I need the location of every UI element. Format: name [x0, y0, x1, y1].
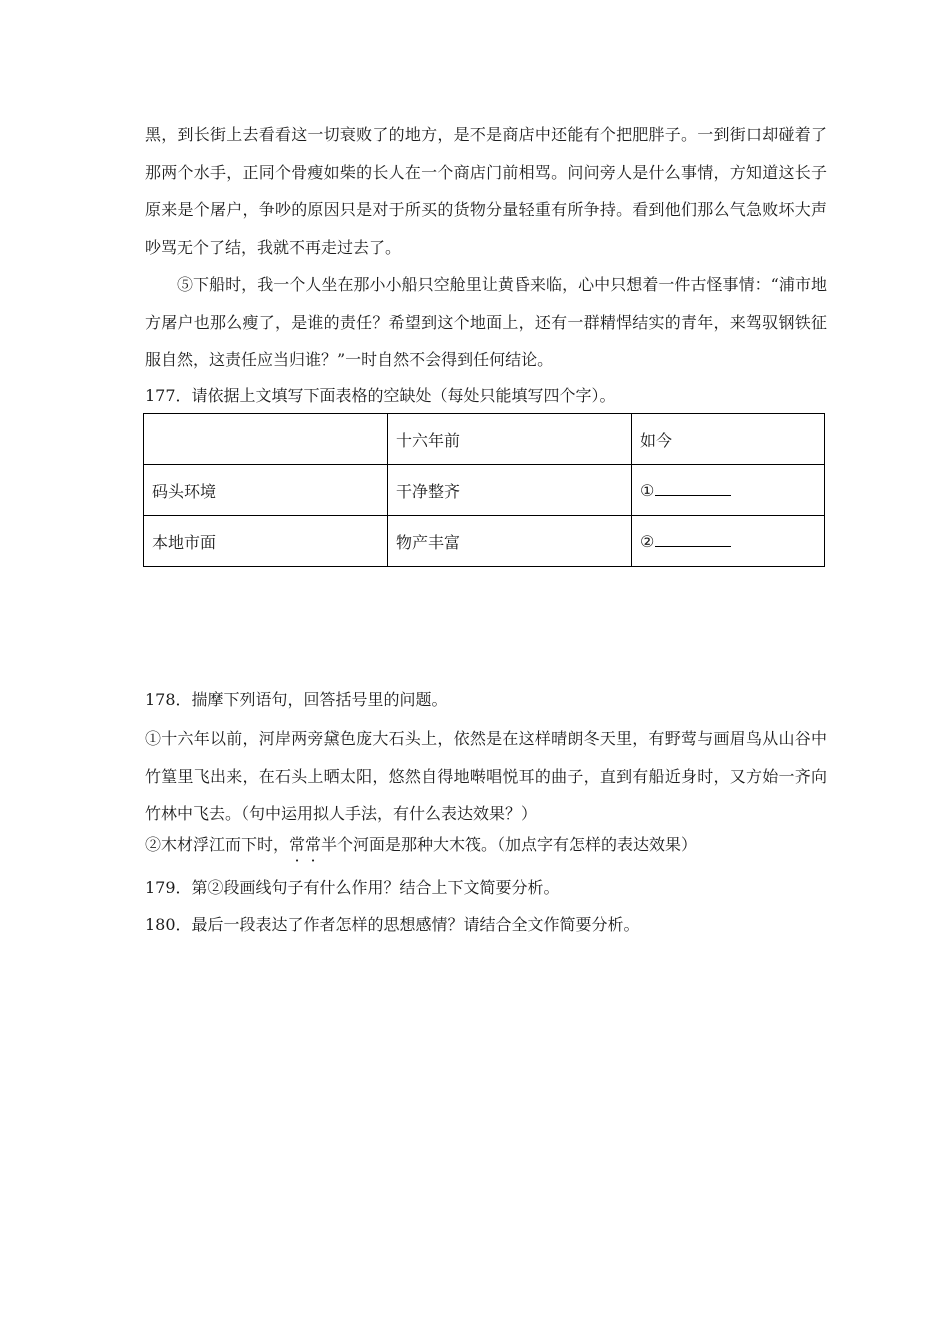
passage-paragraph-4-end: 黑，到长街上去看看这一切衰败了的地方，是不是商店中还能有个把肥胖子。一到街口却碰着了那两个水手，正同个骨瘦如柴的长人在一个商店门前相骂。问问旁人是什么事情，方知道这长子原来是个屠户，争吵的原因只是对于所买的货物分量轻重有所争持。看到他们那么气急败坏大声吵骂无个了结，我就不再走过去了。: [145, 125, 827, 257]
question-178-prompt: 178．揣摩下列语句，回答括号里的问题。: [145, 690, 448, 709]
question-180-prompt: 180．最后一段表达了作者怎样的思想感情？请结合全文作简要分析。: [145, 915, 640, 934]
table-header-row: [144, 414, 825, 465]
table-cell: 物产丰富: [388, 516, 632, 567]
table-cell: 干净整齐: [388, 465, 632, 516]
blank-number: ①: [640, 480, 655, 500]
emphasis-char: 常: [305, 835, 322, 854]
answer-cell-1[interactable]: [632, 465, 825, 516]
table-cell: 本地市面: [144, 516, 388, 567]
answer-blank-line[interactable]: [655, 532, 731, 547]
question-178-item-1: ①十六年以前，河岸两旁黛色庞大石头上，依然是在这样晴朗冬天里，有野莺与画眉鸟从山谷中竹篁里飞出来，在石头上晒太阳，悠然自得地啭唱悦耳的曲子，直到有船近身时，又方始一齐向竹林中飞去。（句中运用拟人手法，有什么表达效果？）: [145, 729, 827, 823]
table-header-cell: [144, 414, 388, 465]
question-178-item-2: ②木材浮江而下时，常常半个河面是那种大木筏。（加点字有怎样的表达效果）: [145, 835, 698, 854]
question-179-prompt: 179．第②段画线句子有什么作用？结合上下文简要分析。: [145, 878, 560, 897]
passage-paragraph-5: ⑤下船时，我一个人坐在那小小船只空舱里让黄昏来临，心中只想着一件古怪事情：“浦市地方屠户也那么瘦了，是谁的责任？希望到这个地面上，还有一群精悍结实的青年，来驾驭钢铁征服自然，这责任应当归谁？”一时自然不会得到任何结论。: [145, 275, 827, 369]
answer-cell-2[interactable]: [632, 516, 825, 567]
table-cell: 码头环境: [144, 465, 388, 516]
table-row: [144, 516, 825, 567]
emphasis-char: 常: [289, 835, 306, 854]
table-row: [144, 465, 825, 516]
answer-table: [143, 413, 825, 567]
blank-number: ②: [640, 531, 655, 551]
table-header-cell: 十六年前: [388, 414, 632, 465]
table-header-cell: 如今: [632, 414, 825, 465]
question-177-prompt: 177．请依据上文填写下面表格的空缺处（每处只能填写四个字）。: [145, 386, 616, 405]
dotted-words: [289, 835, 321, 854]
answer-blank-line[interactable]: [655, 481, 731, 496]
